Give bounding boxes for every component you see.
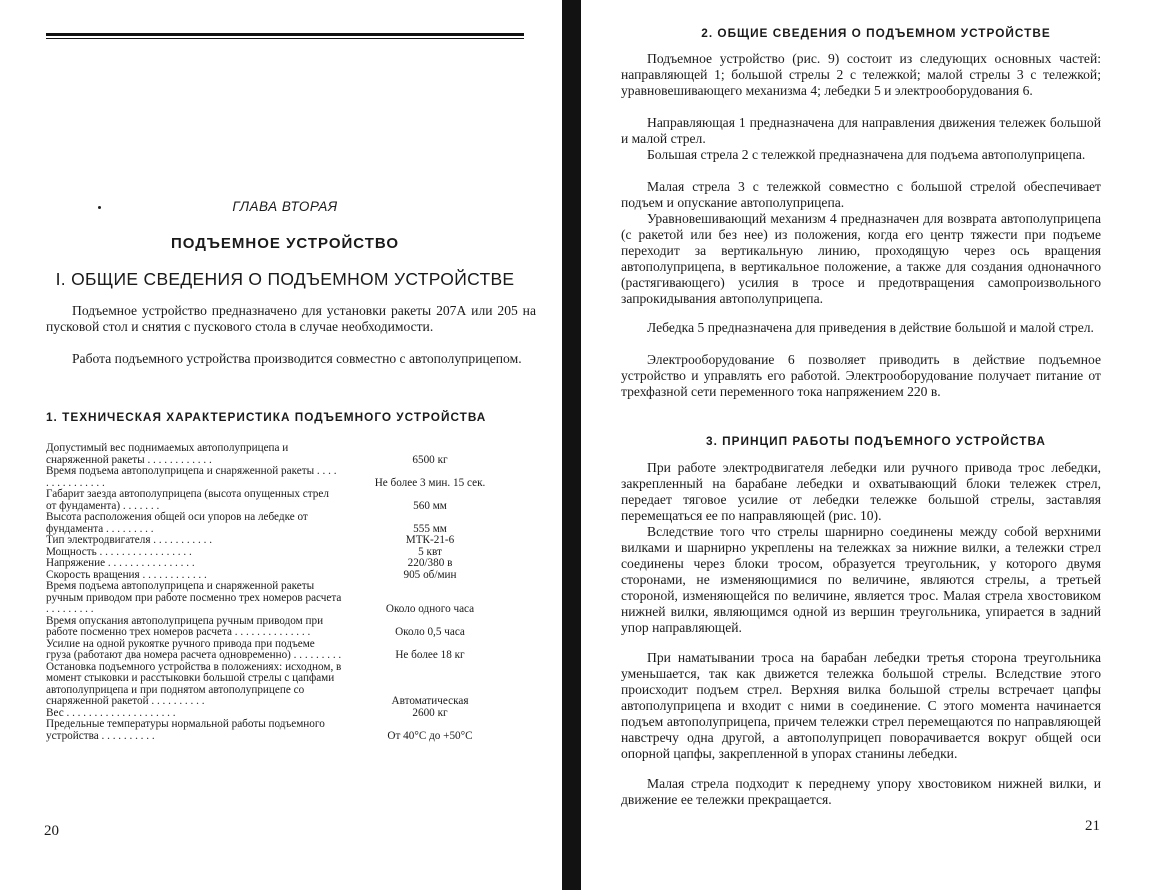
spec-row [46, 443, 516, 466]
spec-label: Мощность . . . . . . . . . . . . . . . . . [46, 545, 192, 558]
right-page [581, 0, 1152, 890]
section2-heading: 2. ОБЩИЕ СВЕДЕНИЯ О ПОДЪЕМНОМ УСТРОЙСТВЕ [701, 26, 1051, 40]
spec-value: МТК-21-6 [405, 534, 455, 546]
specs-table [46, 443, 516, 742]
spec-row [46, 466, 516, 489]
section2-paragraph-4: Малая стрела 3 с тележкой совместно с большой стрелой обеспечивает подъем и опускание автополуприцепа. [621, 179, 1101, 210]
spec-row [46, 616, 516, 639]
book-spine-gutter [562, 0, 581, 890]
spec-label: Габарит заезда автополуприцепа (высота опущенных стрел от фундамента) . . . . . . . [46, 488, 329, 512]
spec-value: 5 квт [418, 545, 442, 558]
spec-label: Допустимый вес поднимаемых автополуприцепа и снаряженной ракеты . . . . . . . . . . . . [46, 442, 289, 466]
spec-value: 220/380 в [407, 557, 453, 569]
spec-label: Предельные температуры нормальной работы подъемного устройства . . . . . . . . . . [46, 718, 325, 742]
spec-label: Усилие на одной рукоятке ручного привода при подъеме груза (работают два номера расчета одновременно) . . . . . . . . . [46, 637, 342, 661]
section2-paragraph-6: Лебедка 5 предназначена для приведения в действие большой и малой стрел. [647, 320, 1094, 335]
spec-label: Время опускания автополуприцепа ручным приводом при работе посменно трех номеров расчета . . . . . . . . . . . . . . [46, 614, 324, 638]
section2-paragraph-5: Уравновешивающий механизм 4 предназначен для возврата автополуприцепа (с ракетой или без нее) из положения, когда его центр тяжести при подъеме переходит за вертикальную линию, проходящую через ось вращения автополуприцепа, в вертикальное положение, а также для создания одноначного (растягивающего) усилия в тросе и предотвращения самопроизвольного запрокидывания автополуприцепа. [621, 211, 1101, 306]
section3-paragraph-3: При наматывании троса на барабан лебедки третья сторона треугольника уменьшается, так как движется тележка большой стрелы. Вследствие этого происходит подъем стрел. Верхняя вилка большой стрелы встречает цапфы автополуприцепа и входит с ними в соединение. С этого момента начинается подъем автополуприцепа, причем тележки стрел перемещаются по направляющей навстречу одна другой, а автополуприцеп поворачивается вокруг общей оси опорной цапфы, закрепленной в упорах станины лебедки. [621, 650, 1101, 761]
specs-heading: 1. ТЕХНИЧЕСКАЯ ХАРАКТЕРИСТИКА ПОДЪЕМНОГО УСТРОЙСТВА [46, 410, 487, 424]
section3-paragraph-1: При работе электродвигателя лебедки или ручного привода трос лебедки, закрепленный на барабане лебедки и охватывающий блоки тележек стрел, передает тяговое усилие от лебедки тележке большой стрелы, заставляя перемещаться ее по направляющей (рис. 10). [621, 460, 1101, 523]
spec-label: Напряжение . . . . . . . . . . . . . . . . [46, 557, 195, 569]
spec-row [46, 489, 516, 512]
spec-label: Время подъема автополуприцепа и снаряженной ракеты . . . . . . . . . . . . . . . [46, 465, 337, 489]
section3-paragraph-4: Малая стрела подходит к переднему упору хвостовиком нижней вилки, и движение ее тележки прекращается. [621, 776, 1101, 807]
spec-value: Около 0,5 часа [395, 626, 465, 638]
section2-paragraph-7: Электрооборудование 6 позволяет приводить в действие подъемное устройство и управлять его работой. Электрооборудование получает питание от трехфазной сети переменного тока напряжением 220 в. [621, 352, 1101, 399]
spec-value: От 40°С до +50°С [387, 729, 473, 742]
spec-value: Не более 3 мин. 15 сек. [374, 476, 486, 489]
spec-label: Остановка подъемного устройства в положениях: исходном, в момент стыковки и расстыковки большой стрелы с цапфами автополуприцепа и при поднятом автополуприцепе со снаряженной ракетой . . . . . . . . . . [46, 660, 342, 707]
page-number-right: 21 [1085, 818, 1100, 834]
page-number-left: 20 [44, 823, 59, 839]
spec-label: Тип электродвигателя . . . . . . . . . . . [46, 534, 212, 546]
spec-label: Скорость вращения . . . . . . . . . . . . [46, 568, 207, 581]
spec-row [46, 662, 516, 708]
spec-value: Автоматическая [391, 695, 469, 707]
spec-value: Не более 18 кг [395, 649, 465, 661]
spec-row [46, 639, 516, 662]
spec-label: Высота расположения общей оси упоров на лебедке от фундамента . . . . . . . . . [46, 511, 308, 535]
header-rule-thin [46, 38, 524, 39]
spec-value: 2600 кг [412, 706, 448, 719]
spec-row [46, 512, 516, 535]
spec-value: 905 об/мин [403, 568, 457, 581]
paragraph-intro: Подъемное устройство предназначено для установки ракеты 207А или 205 на пусковой стол и снятия с пускового стола в случае необходимости. [46, 303, 536, 334]
paragraph-operation: Работа подъемного устройства производится совместно с автополуприцепом. [72, 351, 522, 366]
spec-value: 560 мм [413, 499, 447, 512]
section3-paragraph-2: Вследствие того что стрелы шарнирно соединены между собой верхними вилками и шарнирно укреплены на тележках за нижние вилки, а тележки стрел соединены через блоки тросом, образуется треугольник, у которого двумя сторонами, не изменяющимися по величине, являются стрелы, а третьей стороной, изменяющейся по величине, является трос. Малая стрела хвостовиком нижней вилки, являющимся одной из вершин треугольника, упирается в задний упор направляющей. [621, 524, 1101, 635]
chapter-label: ГЛАВА ВТОРАЯ [232, 199, 338, 214]
section3-heading: 3. ПРИНЦИП РАБОТЫ ПОДЪЕМНОГО УСТРОЙСТВА [706, 434, 1046, 448]
spec-label: Вес . . . . . . . . . . . . . . . . . . . . [46, 706, 176, 719]
spec-row [46, 581, 516, 616]
spec-value: 555 мм [413, 522, 447, 535]
section-title: I. ОБЩИЕ СВЕДЕНИЯ О ПОДЪЕМНОМ УСТРОЙСТВЕ [55, 269, 515, 289]
section2-paragraph-2: Направляющая 1 предназначена для направления движения тележек большой и малой стрел. [621, 115, 1101, 146]
section2-paragraph-1: Подъемное устройство (рис. 9) состоит из следующих основных частей: направляющей 1; большой стрелы 2 с тележкой; малой стрелы 3 с тележкой; уравновешивающего механизма 4; лебедки 5 и электрооборудования 6. [621, 51, 1101, 98]
spec-row [46, 535, 516, 547]
header-rule-thick [46, 33, 524, 36]
chapter-title: ПОДЪЕМНОЕ УСТРОЙСТВО [170, 235, 400, 252]
spec-value: 6500 кг [412, 453, 448, 466]
section2-paragraph-3: Большая стрела 2 с тележкой предназначена для подъема автополуприцепа. [647, 147, 1086, 162]
left-page [0, 0, 562, 890]
spec-row [46, 719, 516, 742]
spec-label: Время подъема автополуприцепа и снаряженной ракеты ручным приводом при работе посменно трех номеров расчета . . . . . . . . . [46, 580, 342, 615]
spec-value: Около одного часа [385, 603, 475, 615]
spec-row [46, 558, 516, 570]
